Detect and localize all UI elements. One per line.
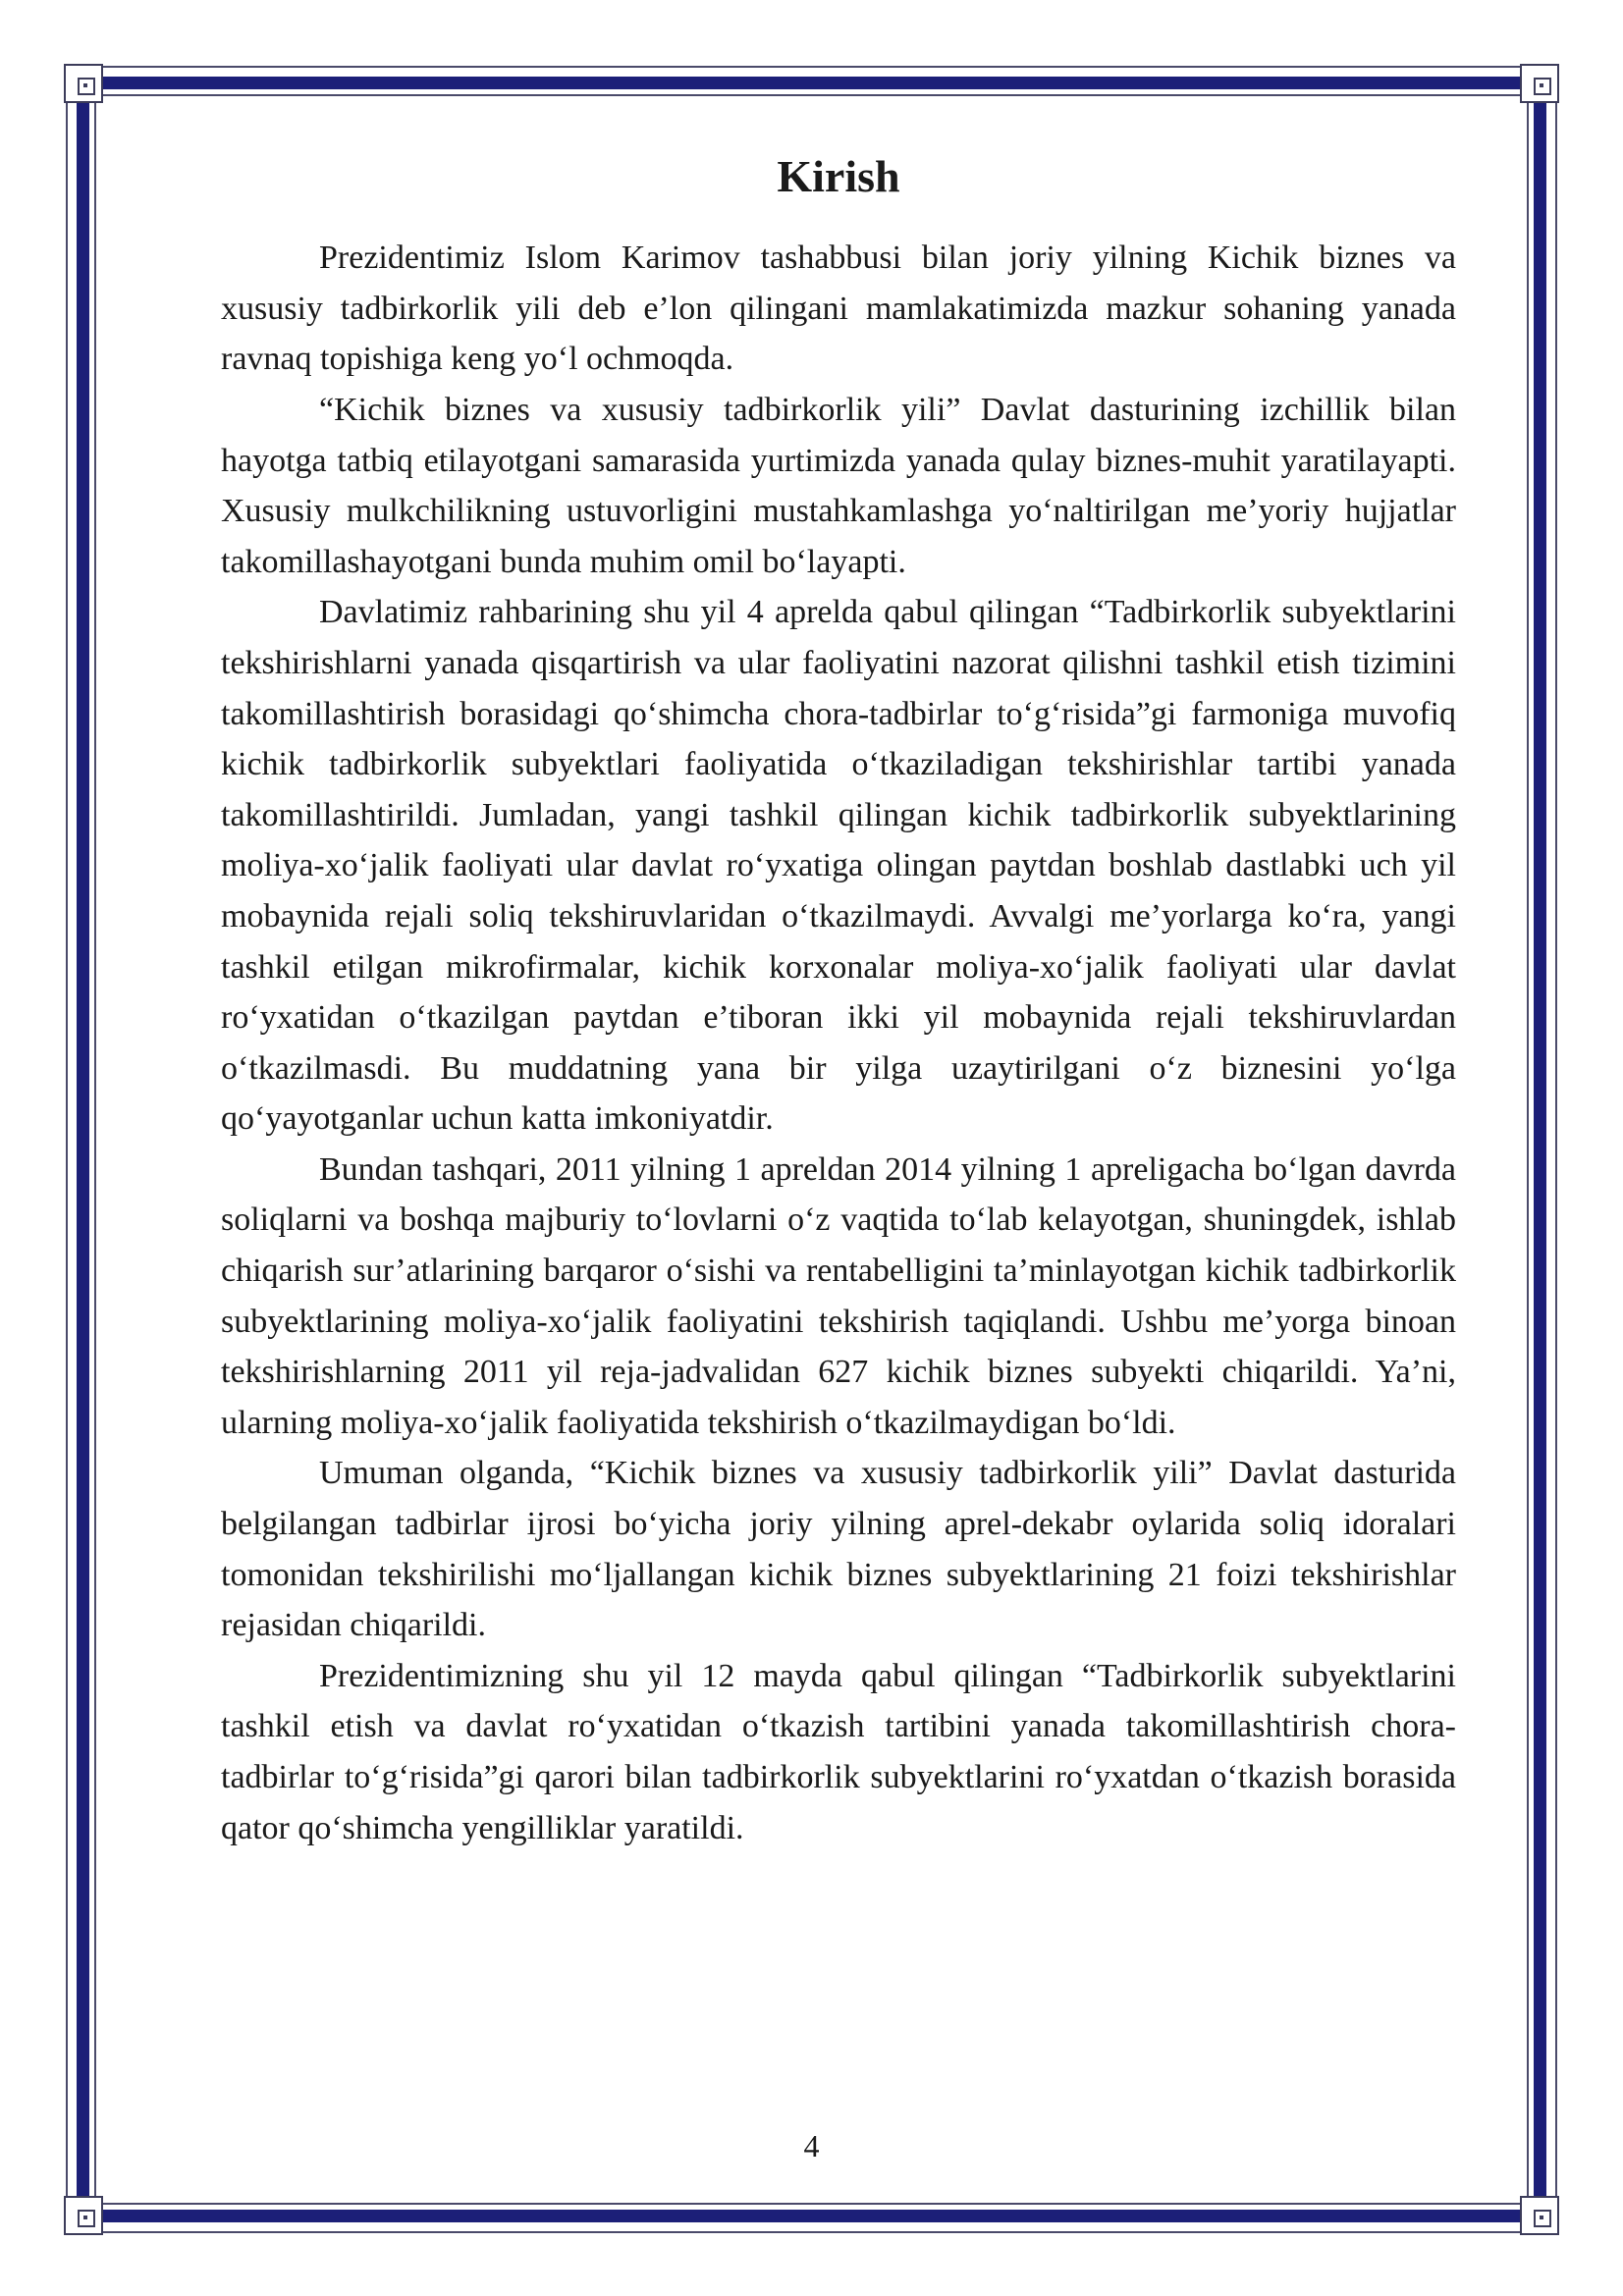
paragraph-1: Prezidentimiz Islom Karimov tashabbusi bilan joriy yilning Kichik biznes va xususiy tadbirkorlik yili deb e’lon qilingani mamlakatimizda mazkur sohaning yanada ravnaq topishiga keng yo‘l ochmoqda. [221,240,1456,378]
frame-corner-ornament-top-right [1520,64,1559,103]
paragraph-6: Prezidentimizning shu yil 12 mayda qabul qilingan “Tadbirkorlik subyektlarini tashkil etish va davlat ro‘yxatidan o‘tkazish tartibini yanada takomillashtirish chora-tadbirlar to‘g‘risida”gi qarori bilan tadbirkorlik subyektlarini ro‘yxatdan o‘tkazish borasida qator qo‘shimcha yengilliklar yaratildi. [221,1657,1456,1846]
paragraph-2: “Kichik biznes va xususiy tadbirkorlik yili” Davlat dasturining izchillik bilan hayotga tatbiq etilayotgani samarasida yurtimizda yanada qulay biznes-muhit yaratilayapti. Xususiy mulkchilikning ustuvorligini mustahkamlashga yo‘naltirilgan me’yoriy hujjatlar takomillashayotgani bunda muhim omil bo‘layapti. [221,391,1456,580]
paragraph-3: Davlatimiz rahbarining shu yil 4 aprelda qabul qilingan “Tadbirkorlik subyektlarini tekshirishlarni yanada qisqartirish va ular faoliyatini nazorat qilishni tashkil etish tizimini takomillashtirish borasidagi qo‘shimcha chora-tadbirlar to‘g‘risida”gi farmoniga muvofiq kichik tadbirkorlik subyektlari faoliyatida o‘tkaziladigan tekshirishlar tartibi yanada takomillashtirildi. Jumladan, yangi tashkil qilingan kichik tadbirkorlik subyektlarining moliya-xo‘jalik faoliyati ular davlat ro‘yxatiga olingan paytdan boshlab dastlabki uch yil mobaynida rejali soliq tekshiruvlaridan o‘tkazilmaydi. Avvalgi me’yorlarga ko‘ra, yangi tashkil etilgan mikrofirmalar, kichik korxonalar moliya-xo‘jalik faoliyati ular davlat ro‘yxatidan o‘tkazilgan paytdan e’tiboran ikki yil mobaynida rejali tekshiruvlardan o‘tkazilmasdi. Bu muddatning yana bir yilga uzaytirilgani o‘z biznesini yo‘lga qo‘yayotganlar uchun katta imkoniyatdir. [221,594,1456,1138]
page-content [221,149,1456,1853]
frame-corner-ornament-bottom-left [64,2196,103,2235]
page-title: Kirish [777,151,900,201]
frame-corner-ornament-bottom-right [1520,2196,1559,2235]
paragraph-5: Umuman olganda, “Kichik biznes va xususiy tadbirkorlik yili” Davlat dasturida belgilangan tadbirlar ijrosi bo‘yicha joriy yilning aprel-dekabr oylarida soliq idoralari tomonidan tekshirilishi mo‘ljallangan kichik biznes subyektlarining 21 foizi tekshirishlar rejasidan chiqarildi. [221,1455,1456,1644]
paragraph-4: Bundan tashqari, 2011 yilning 1 apreldan 2014 yilning 1 apreligacha bo‘lgan davrda soliqlarni va boshqa majburiy to‘lovlarni o‘z vaqtida to‘lab kelayotgan, shuningdek, ishlab chiqarish sur’atlarining barqaror o‘sishi va rentabelligini ta’minlayotgan kichik tadbirkorlik subyektlarining moliya-xo‘jalik faoliyatini tekshirish taqiqlandi. Ushbu me’yorga binoan tekshirishlarning 2011 yil reja-jadvalidan 627 kichik biznes subyekti chiqarildi. Ya’ni, ularning moliya-xo‘jalik faoliyatida tekshirish o‘tkazilmaydigan bo‘ldi. [221,1150,1456,1441]
page-number: 4 [803,2128,820,2163]
frame-corner-ornament-top-left [64,64,103,103]
